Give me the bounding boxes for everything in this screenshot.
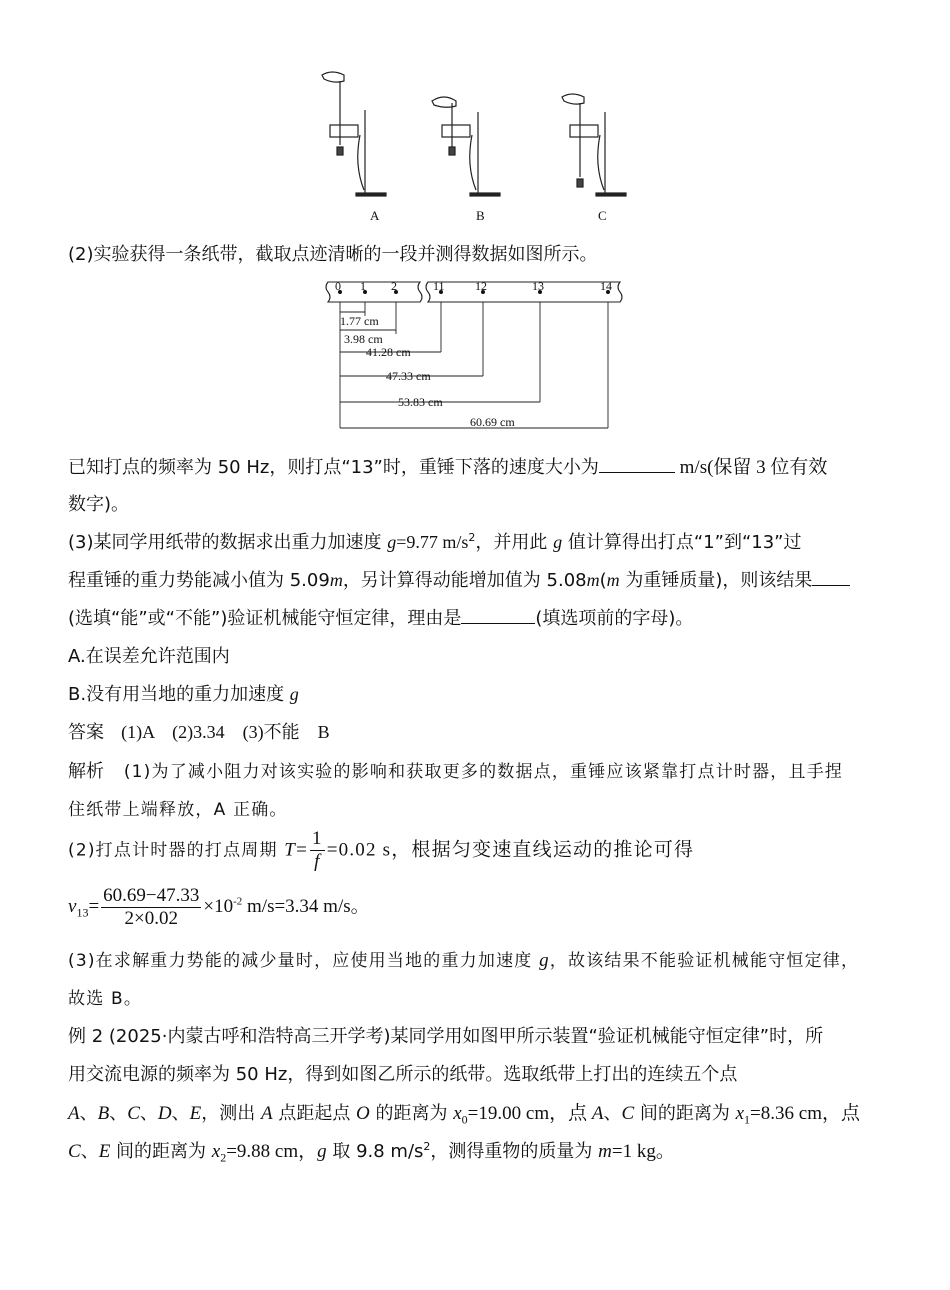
answer-text: (1)A (2)3.34 (3)不能 B — [121, 722, 330, 742]
v-sub: 13 — [76, 905, 89, 920]
measure-3: 41.28 cm — [366, 345, 411, 359]
m-var-2: m — [586, 570, 600, 590]
g-var: g — [387, 532, 397, 552]
apparatus-C — [562, 94, 626, 196]
tape-dots — [338, 290, 610, 294]
analysis-line5 — [68, 946, 859, 972]
sep-6: 、 — [80, 1141, 99, 1162]
sep-2: 、 — [109, 1103, 128, 1124]
q3-l2-a: 程重锤的重力势能减小值为 5.09 — [68, 570, 330, 591]
x0-sub: 0 — [461, 1112, 468, 1127]
measure-4: 47.33 cm — [386, 369, 431, 383]
tape-point-2: 2 — [391, 279, 397, 293]
ex2-l4e: =1 kg。 — [611, 1141, 675, 1162]
option-b — [68, 680, 299, 706]
analysis-line1 — [68, 757, 843, 783]
analysis-line6: 故选 B。 — [68, 989, 143, 1009]
apparatus-B — [432, 97, 500, 196]
v-var: v — [68, 895, 77, 917]
eq-sign-2: = — [88, 895, 100, 917]
point-c-3: C — [68, 1141, 81, 1162]
point-d: D — [157, 1103, 172, 1124]
point-e: E — [189, 1103, 202, 1124]
x0-var: x — [453, 1103, 462, 1124]
x1-sub: 1 — [744, 1112, 751, 1127]
x2-sub: 2 — [220, 1150, 227, 1165]
q3-l1-b: =9.77 m/s — [396, 532, 469, 552]
measure-1: 1.77 cm — [340, 314, 379, 328]
ex2-l3b: 点距起点 — [272, 1103, 357, 1124]
example2-line1: 例 2 (2025·内蒙古呼和浩特高三开学考)某同学用如图甲所示装置“验证机械能守恒定律”时，所 — [68, 1026, 824, 1047]
q3-line2 — [68, 566, 850, 592]
sup-2: 2 — [468, 531, 476, 544]
q3-l2-d: 为重锤质量)，则该结果 — [619, 570, 813, 591]
measure-6: 60.69 cm — [470, 415, 515, 429]
q3-l2-b: ，另计算得动能增加值为 5.08 — [342, 570, 587, 591]
label-C: C — [598, 208, 607, 223]
tape-point-1: 1 — [360, 279, 366, 293]
q3-blank-1[interactable] — [812, 569, 850, 586]
q2-text-b: m/s(保留 3 位有效 — [674, 457, 828, 478]
example2-line2: 用交流电源的频率为 50 Hz，得到如图乙所示的纸带。选取纸带上打出的连续五个点 — [68, 1064, 738, 1085]
q3-l1-c: ，并用此 — [475, 532, 554, 553]
q3-l2-c: ( — [599, 570, 607, 591]
option-a: A.在误差允许范围内 — [68, 646, 230, 667]
ex2-l3d: =19.00 cm，点 — [467, 1103, 592, 1124]
frac-numerator: 60.69−47.33 — [103, 885, 200, 906]
paper-tape-svg — [320, 278, 630, 438]
period-fraction — [310, 828, 325, 873]
label-B: B — [476, 208, 485, 223]
velocity-equation — [68, 885, 370, 930]
m-var-3: m — [606, 570, 620, 590]
example2-line3 — [68, 1098, 860, 1128]
paper-tape-figure — [320, 278, 630, 438]
velocity-result: m/s=3.34 m/s。 — [242, 895, 370, 917]
tape-point-11: 11 — [433, 279, 445, 293]
tape-point-14: 14 — [600, 279, 612, 293]
t-var: T — [284, 839, 297, 861]
q3-l3-a: (选填“能”或“不能”)验证机械能守恒定律，理由是 — [68, 608, 462, 629]
analysis-p2a: (2)打点计时器的打点周期 — [68, 840, 285, 861]
point-c: C — [127, 1103, 140, 1124]
sep-5: 、 — [603, 1103, 622, 1124]
sep-1: 、 — [79, 1103, 98, 1124]
tape-outline — [326, 282, 622, 302]
analysis-p3a: (3)在求解重力势能的减少量时，应使用当地的重力加速度 — [68, 951, 540, 971]
exponent: -2 — [233, 895, 243, 908]
q3-line1 — [68, 528, 802, 554]
velocity-fraction — [101, 885, 201, 930]
analysis-p2b: =0.02 s，根据匀变速直线运动的推论可得 — [326, 839, 695, 861]
q2-answer-blank[interactable] — [599, 456, 675, 473]
apparatus-figure — [310, 65, 640, 225]
ex2-l3a: ，测出 — [201, 1103, 261, 1124]
q3-blank-2[interactable] — [461, 607, 535, 624]
point-a-2: A — [260, 1103, 273, 1124]
ex2-l4a: 间的距离为 — [110, 1141, 212, 1162]
option-b-text: B.没有用当地的重力加速度 — [68, 684, 290, 705]
point-a-3: A — [591, 1103, 604, 1124]
q2-intro: (2)实验获得一条纸带，截取点迹清晰的一段并测得数据如图所示。 — [68, 244, 598, 265]
measure-5: 53.83 cm — [398, 395, 443, 409]
frac-one: 1 — [312, 828, 323, 849]
ex2-l3f: =8.36 cm，点 — [750, 1103, 860, 1124]
m-var-4: m — [598, 1141, 612, 1162]
ex2-l4b: =9.88 cm， — [226, 1141, 318, 1162]
ex2-l3c: 的距离为 — [369, 1103, 454, 1124]
x1-var: x — [735, 1103, 745, 1124]
sep-4: 、 — [171, 1103, 190, 1124]
point-a: A — [68, 1103, 80, 1124]
ex2-l3e: 间的距离为 — [634, 1103, 736, 1124]
q2-text-line1 — [68, 452, 827, 479]
sup-2b: 2 — [423, 1140, 431, 1153]
q3-l1-d: 值计算得出打点“1”到“13”过 — [562, 532, 802, 553]
answer-line — [68, 718, 330, 744]
analysis-p3b: ，故该结果不能验证机械能守恒定律， — [549, 951, 860, 971]
q3-l3-b: (填选项前的字母)。 — [535, 608, 694, 629]
frac-f: f — [314, 851, 321, 872]
point-b: B — [97, 1103, 110, 1124]
frac-denominator: 2×0.02 — [124, 908, 178, 929]
analysis-label: 解析 — [68, 761, 104, 782]
label-A: A — [370, 208, 380, 223]
sep-3: 、 — [139, 1103, 158, 1124]
times-ten: ×10 — [203, 895, 234, 917]
x2-var: x — [211, 1141, 221, 1162]
g-var-2: g — [553, 532, 563, 552]
analysis-p1a: (1)为了减小阻力对该实验的影响和获取更多的数据点，重锤应该紧靠打点计时器，且手捏 — [123, 762, 844, 782]
apparatus-A — [322, 72, 386, 196]
measure-2: 3.98 cm — [344, 332, 383, 346]
eq-sign: = — [296, 839, 308, 861]
tape-point-13: 13 — [532, 279, 544, 293]
m-var: m — [329, 570, 343, 590]
tape-point-0: 0 — [335, 279, 341, 293]
point-c-2: C — [621, 1103, 635, 1124]
measure-lines — [340, 302, 608, 428]
analysis-line2: 住纸带上端释放，A 正确。 — [68, 800, 288, 820]
point-e-2: E — [98, 1141, 111, 1162]
q2-text-a: 已知打点的频率为 50 Hz，则打点“13”时，重锤下落的速度大小为 — [68, 457, 599, 478]
q3-line3 — [68, 604, 693, 630]
example2-line4 — [68, 1136, 675, 1166]
ex2-l4d: ，测得重物的质量为 — [430, 1141, 599, 1162]
g-var-3: g — [289, 684, 299, 704]
tape-point-12: 12 — [475, 279, 487, 293]
ex2-l4c: 取 9.8 m/s — [326, 1141, 424, 1162]
g-var-5: g — [317, 1141, 327, 1162]
answer-label: 答案 — [68, 722, 104, 743]
q2-text-line2: 数字)。 — [68, 494, 130, 515]
apparatus-svg — [310, 65, 640, 225]
point-o: O — [356, 1103, 370, 1124]
g-var-4: g — [539, 950, 550, 971]
analysis-line3 — [68, 828, 694, 873]
q3-l1-a: (3)某同学用纸带的数据求出重力加速度 — [68, 532, 388, 553]
